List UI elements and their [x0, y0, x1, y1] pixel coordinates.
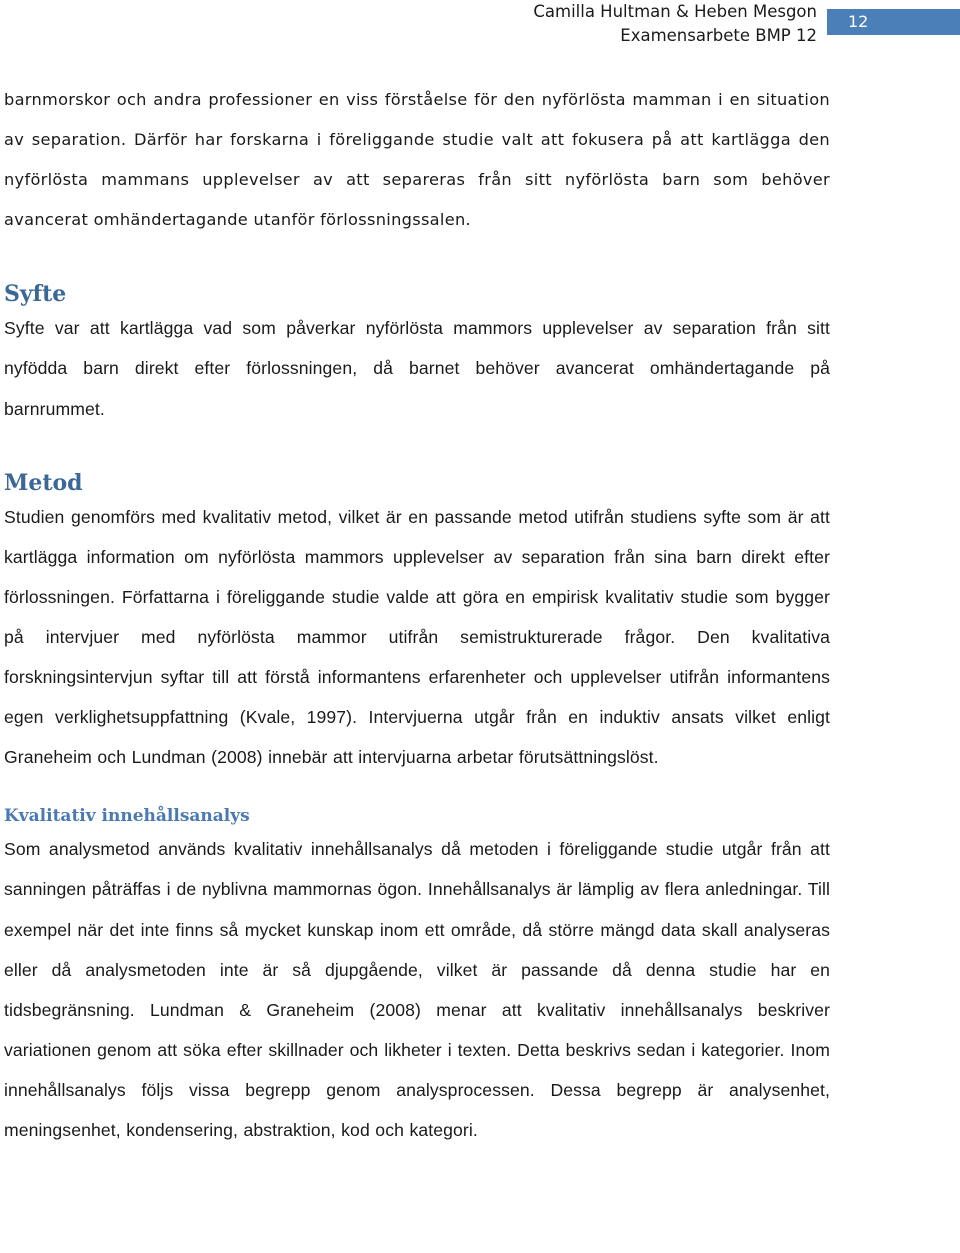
page-header	[0, 0, 960, 50]
section-heading-syfte: Syfte	[4, 281, 67, 308]
document-body	[4, 80, 830, 1150]
header-authors: Camilla Hultman & Heben Mesgon	[533, 2, 817, 21]
page-number: 12	[848, 12, 869, 31]
innehallsanalys-paragraph: Som analysmetod används kvalitativ innehållsanalys då metoden i föreliggande studie utgår från att sanningen påträffas i de nyblivna mammornas ögon. Innehållsanalys är lämplig av flera anledningar. Till exempel när det inte finns så mycket kunskap inom ett område, då större mängd data skall analyseras eller då analysmetoden inte är så djupgående, vilket är passande då denna studie har en tidsbegränsning. Lundman & Graneheim (2008) menar att kvalitativ innehållsanalys beskriver variationen genom att söka efter skillnader och likheter i texten. Detta beskrivs sedan i kategorier. Inom innehållsanalys följs vissa begrepp genom analysprocessen. Dessa begrepp är analysenhet, meningsenhet, kondensering, abstraktion, kod och kategori.	[4, 839, 830, 1140]
metod-paragraph: Studien genomförs med kvalitativ metod, vilket är en passande metod utifrån studiens syfte som är att kartlägga information om nyförlösta mammors upplevelser av separation från sina barn direkt efter förlossningen. Författarna i föreliggande studie valde att göra en empirisk kvalitativ studie som bygger på intervjuer med nyförlösta mammor utifrån semistrukturerade frågor. Den kvalitativa forskningsintervjun syftar till att förstå informantens erfarenheter och upplevelser utifrån informantens egen verklighetsuppfattning (Kvale, 1997). Intervjuerna utgår från en induktiv ansats vilket enligt Graneheim och Lundman (2008) innebär att intervjuarna arbetar förutsättningslöst.	[4, 506, 830, 768]
header-course: Examensarbete BMP 12	[620, 26, 817, 45]
spacer	[4, 429, 830, 469]
spacer	[4, 777, 830, 803]
intro-paragraph: barnmorskor och andra professioner en viss förståelse för den nyförlösta mamman i en situation av separation. Därför har forskarna i föreliggande studie valt att fokusera på att kartlägga den nyförlösta mammans upplevelser av att separeras från sitt nyförlösta barn som behöver avancerat omhändertagande utanför förlossningssalen.	[4, 90, 830, 230]
section-heading-innehallsanalys: Kvalitativ innehållsanalys	[4, 806, 250, 827]
page-number-badge	[827, 9, 960, 35]
header-text-block	[533, 0, 817, 48]
section-heading-metod: Metod	[4, 469, 83, 496]
syfte-paragraph: Syfte var att kartlägga vad som påverkar nyförlösta mammors upplevelser av separation från sitt nyfödda barn direkt efter förlossningen, då barnet behöver avancerat omhändertagande på barnrummet.	[4, 318, 830, 419]
spacer	[4, 240, 830, 280]
